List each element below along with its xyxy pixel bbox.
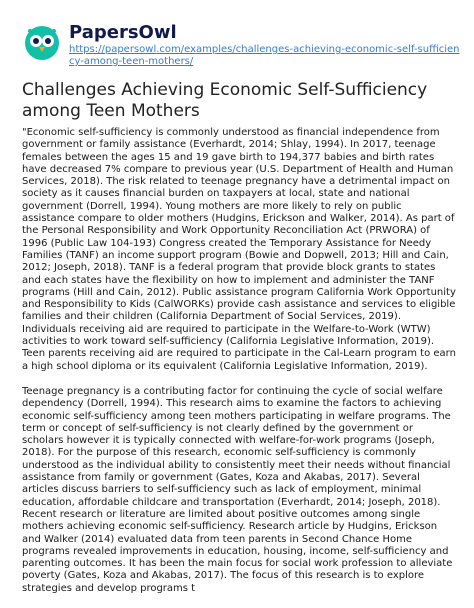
article-paragraph-2: Teenage pregnancy is a contributing factor for continuing the cycle of social welfare dependency (Dorrell, 1994). This research aims to examine the factors to achieving economic self-sufficiency among teen mothers participating in welfare programs. The term or concept of self-sufficiency is not clearly defined by the government or scholars however it is typically connected with welfare-for-work programs (Joseph, 2018). For the purpose of this research, economic self-sufficiency is commonly understood as the individual ability to consistently meet their needs without financial assistance from family or government (Gates, Koza and Akabas, 2017). Several articles discuss barriers to self-sufficiency such as lack of employment, minimal education, affordable childcare and transportation (Everhardt, 2014; Joseph, 2018). Recent research or literature are limited about positive outcomes among single mothers achieving economic self-sufficiency. Research article by Hudgins, Erickson and Walker (2014) evaluated data from teen parents in Second Chance Home programs revealed improvements in education, housing, income, self-sufficiency and parenting outcomes. It has been the main focus for social work profession to alleviate poverty (Gates, Koza and Akabas, 2017). The focus of this research is to explore strategies and develop programs t	[22, 385, 453, 594]
article-body	[22, 127, 456, 608]
article-paragraph-1: "Economic self-sufficiency is commonly understood as financial independence from government or family assistance (Everhardt, 2014; Shlay, 1994). In 2017, teenage females between the ages 15 and 19 gave birth to 194,377 babies and birth rates have decreased 7% compare to previous year (U.S. Department of Health and Human Services, 2018). The risk related to teenage pregnancy have a detrimental impact on society as it causes financial burden on taxpayers at local, state and national government (Dorrell, 1994). Young mothers are more likely to rely on public assistance compare to older mothers (Hudgins, Erickson and Walker, 2014). As part of the Personal Responsibility and Work Opportunity Reconciliation Act (PRWORA) of 1996 (Public Law 104-193) Congress created the Temporary Assistance for Needy Families (TANF) an income support program (Bowie and Dopwell, 2013; Hill and Cain, 2012; Joseph, 2018). TANF is a federal program that provide block grants to states and each states have the flexibility on how to implement and administer the TANF programs (Hill and Cain, 2012). Public assistance program California Work Opportunity and Responsibility to Kids (CalWORKs) provide cash assistance and services to eligible families and their children (California Department of Social Services, 2019). Individuals receiving aid are required to participate in the Welfare-to-Work (WTW) activities to work toward self-sufficiency (California Legislative Information, 2019). Teen parents receiving aid are required to participate in the Cal-Learn program to earn a high school diploma or its equivalent (California Legislative Information, 2019).	[22, 127, 456, 372]
article-title: Challenges Achieving Economic Self-Sufficiency among Teen Mothers	[22, 80, 428, 121]
brand-name[interactable]: PapersOwl	[69, 22, 177, 43]
owl-logo-icon[interactable]	[22, 23, 62, 61]
article-url-link[interactable]: https://papersowl.com/examples/challenges-achieving-economic-self-sufficiency-among-teen-mothers/	[69, 44, 460, 67]
